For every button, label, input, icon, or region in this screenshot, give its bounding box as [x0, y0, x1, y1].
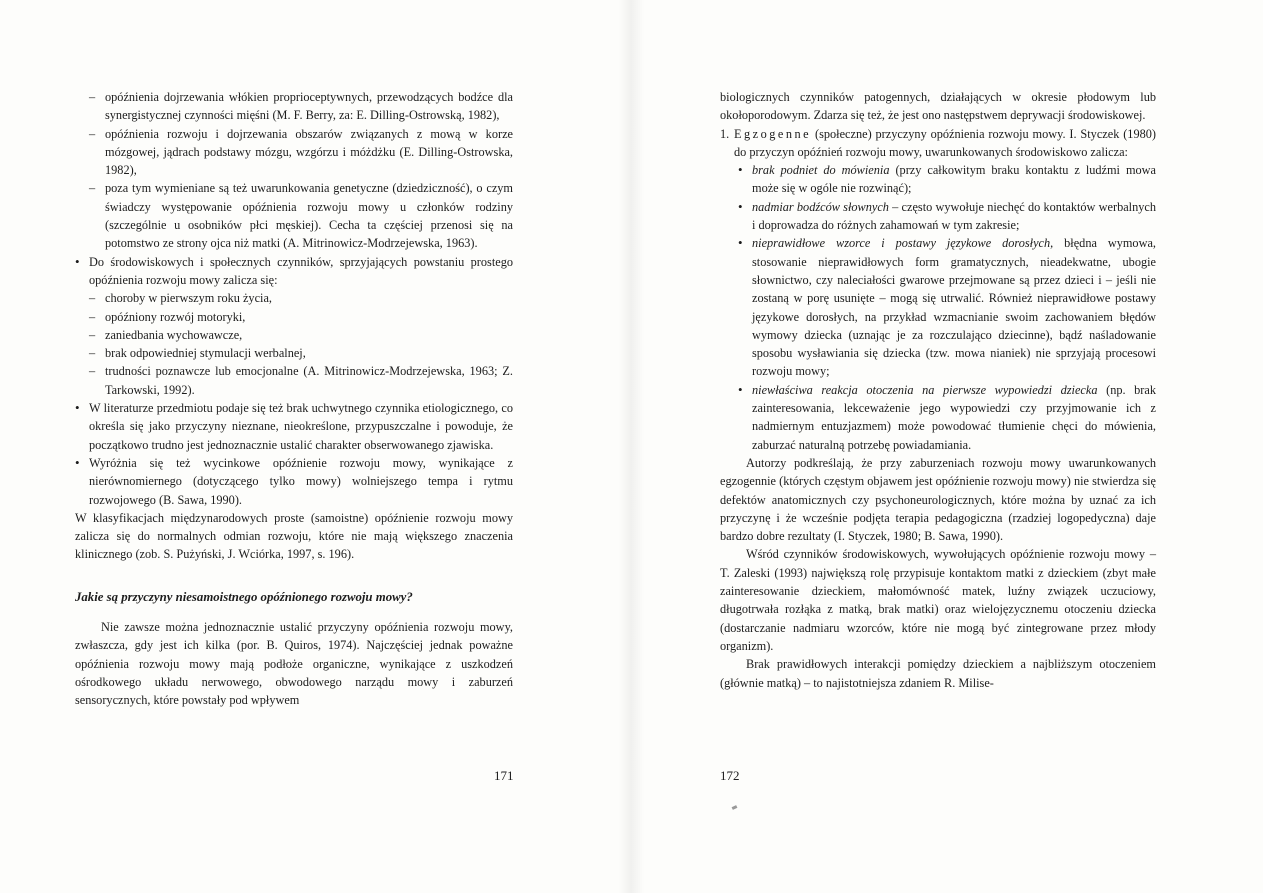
paragraph: W klasyfikacjach międzynarodowych proste (samoistne) opóźnienie rozwoju mowy zalicza się do normalnych odmian rozwoju, które nie mają większego znaczenia klinicznego (zob. S. Pużyński, J. Wciórka, 1997, s. 196).: [75, 510, 513, 562]
paragraph: Brak prawidłowych interakcji pomiędzy dzieckiem a najbliższym otoczeniem (głównie matką) – to najistotniejsza zdaniem R. Milise-: [720, 657, 1156, 690]
list-item: – opóźnienia rozwoju i dojrzewania obszarów związanych z mową w korze mózgowej, jądrach podstawy mózgu, wzgórzu i móżdżku (E. Dilling-Ostrowska, 1982),: [75, 125, 513, 180]
list-term: nieprawidłowe wzorce i postawy językowe dorosłych,: [752, 236, 1054, 251]
paragraph: biologicznych czynników patogennych, działających w okresie płodowym lub okołoporodowym. Zdarza się też, że jest ono następstwem deprywacji środowiskowej.: [720, 90, 1156, 123]
list-item: – poza tym wymieniane są też uwarunkowania genetyczne (dziedziczność), o czym świadczy występowanie opóźnienia rozwoju mowy u członków rodziny (szczególnie u osobników płci męskiej). Cecha ta częściej przenosi się na potomstwo ze strony ojca niż matki (A. Mitrinowicz-Modrzejewska, 1963).: [75, 179, 513, 252]
list-item: – zaniedbania wychowawcze,: [75, 326, 513, 344]
list-item: – opóźnienia dojrzewania włókien proprioceptywnych, przewodzących bodźce dla synergistycznej czynności mięśni (M. F. Berry, za: E. Dilling-Ostrowską, 1982),: [75, 88, 513, 125]
right-page: [632, 0, 1263, 893]
list-text: (przy całkowitym braku kontaktu z ludźmi mowa może się w ogóle nie rozwinąć);: [752, 163, 1157, 196]
list-item: [720, 381, 1156, 454]
list-term: nadmiar bodźców słownych: [752, 199, 889, 214]
list-term: brak podniet do mówienia: [752, 163, 890, 178]
list-item: • W literaturze przedmiotu podaje się też brak uchwytnego czynnika etiologicznego, co określa się jako przyczyny nieznane, nieokreślone, przypuszczalne i powoduje, że początkowo trudno jest jednoznacznie ustalić charakter obserwowanego zjawiska.: [75, 399, 513, 454]
item-text: (społeczne) przyczyny opóźnienia rozwoju mowy. I. Styczek (1980) do przyczyn opóźnień rozwoju mowy, uwarunkowanych środowiskowo zalicza:: [734, 126, 1156, 159]
list-item: [720, 161, 1156, 198]
left-page: [0, 0, 631, 893]
list-item: • Do środowiskowych i społecznych czynników, sprzyjających powstaniu prostego opóźnienia rozwoju mowy zalicza się:: [75, 253, 513, 290]
spaced-term: Egzogenne: [734, 126, 812, 141]
list-item: • Wyróżnia się też wycinkowe opóźnienie rozwoju mowy, wynikające z nierównomiernego (dotyczącego tylko mowy) wolniejszego tempa i rytmu rozwojowego (B. Sawa, 1990).: [75, 454, 513, 509]
list-text: – często wywołuje niechęć do kontaktów werbalnych i doprowadza do różnych zahamowań w tym zakresie;: [752, 199, 1156, 233]
list-text: błędna wymowa, stosowanie nieprawidłowych form gramatycznych, nieadekwatne, ubogie słownictwo, czy naleciałości gwarowe przejmowane są przez dzieci i – jeśli nie zostaną w porę usunięte – mogą się utrwalić. Również nieprawidłowe postawy językowe dorosłych, na przykład wzmacnianie swoim zachowaniem błędów wymowy dziecka (uznając je za rozczulająco dziecinne), bądź naśladowanie sposobu wysławiania się dziecka (tzw. mowa nianiek) nie sprzyjają procesowi rozwoju mowy;: [752, 236, 1156, 379]
list-item: – choroby w pierwszym roku życia,: [75, 289, 513, 307]
page-number: 171: [494, 768, 514, 783]
section-heading: Jakie są przyczyny niesamoistnego opóźnionego rozwoju mowy?: [75, 589, 413, 604]
list-item: – brak odpowiedniej stymulacji werbalnej,: [75, 344, 513, 362]
item-number: 1.: [720, 126, 730, 141]
paragraph: Wśród czynników środowiskowych, wywołujących opóźnienie rozwoju mowy – T. Zaleski (1993) największą rolę przypisuje kontaktom matki z dzieckiem (zbyt małe zainteresowanie dzieckiem, małomówność matek, luźny związek uczuciowy, długotrwała rozłąka z matką, brak matki) oraz wielojęzycznemu otoczeniu dziecka (dostarczanie nadmiaru wzorców, które nie mogą być zintegrowane przez młody organizm).: [720, 547, 1156, 653]
scan-speck: [732, 805, 738, 810]
list-text: (np. brak zainteresowania, lekceważenie jego wypowiedzi czy przyjmowanie ich z nadmiernym entuzjazmem) może powodować tłumienie chęci do mówienia, zaburzać naturalną potrzebę powiadamiania.: [752, 382, 1157, 452]
page-number: 172: [720, 768, 740, 783]
right-page-text: [720, 88, 1156, 692]
numbered-item: [720, 125, 1156, 162]
paragraph: Autorzy podkreślają, że przy zaburzeniach rozwoju mowy uwarunkowanych egzogennie (których częstym objawem jest opóźnienie rozwoju mowy) nie stwierdza się defektów anatomicznych czy psychoneurologicznych, które można by uznać za ich przyczynę i że wcześnie podjęta terapia pedagogiczna (rzadziej logopedyczna) daje bardzo dobre rezultaty (I. Styczek, 1980; B. Sawa, 1990).: [720, 455, 1156, 544]
list-item: [720, 234, 1156, 380]
list-item: – opóźniony rozwój motoryki,: [75, 308, 513, 326]
list-item: [720, 198, 1156, 235]
list-term: niewłaściwa reakcja otoczenia na pierwsze wypowiedzi dziecka: [752, 382, 1098, 397]
list-item: – trudności poznawcze lub emocjonalne (A. Mitrinowicz-Modrzejewska, 1963; Z. Tarkowski, 1992).: [75, 362, 513, 399]
left-page-text: [75, 88, 513, 710]
paragraph: Nie zawsze można jednoznacznie ustalić przyczyny opóźnienia rozwoju mowy, zwłaszcza, gdy jest ich kilka (por. B. Quiros, 1974). Najczęściej jednak poważne opóźnienia rozwoju mowy mają podłoże organiczne, wynikające z uszkodzeń ośrodkowego układu nerwowego, obwodowego narządu mowy i zaburzeń sensorycznych, które powstały pod wpływem: [75, 620, 513, 708]
